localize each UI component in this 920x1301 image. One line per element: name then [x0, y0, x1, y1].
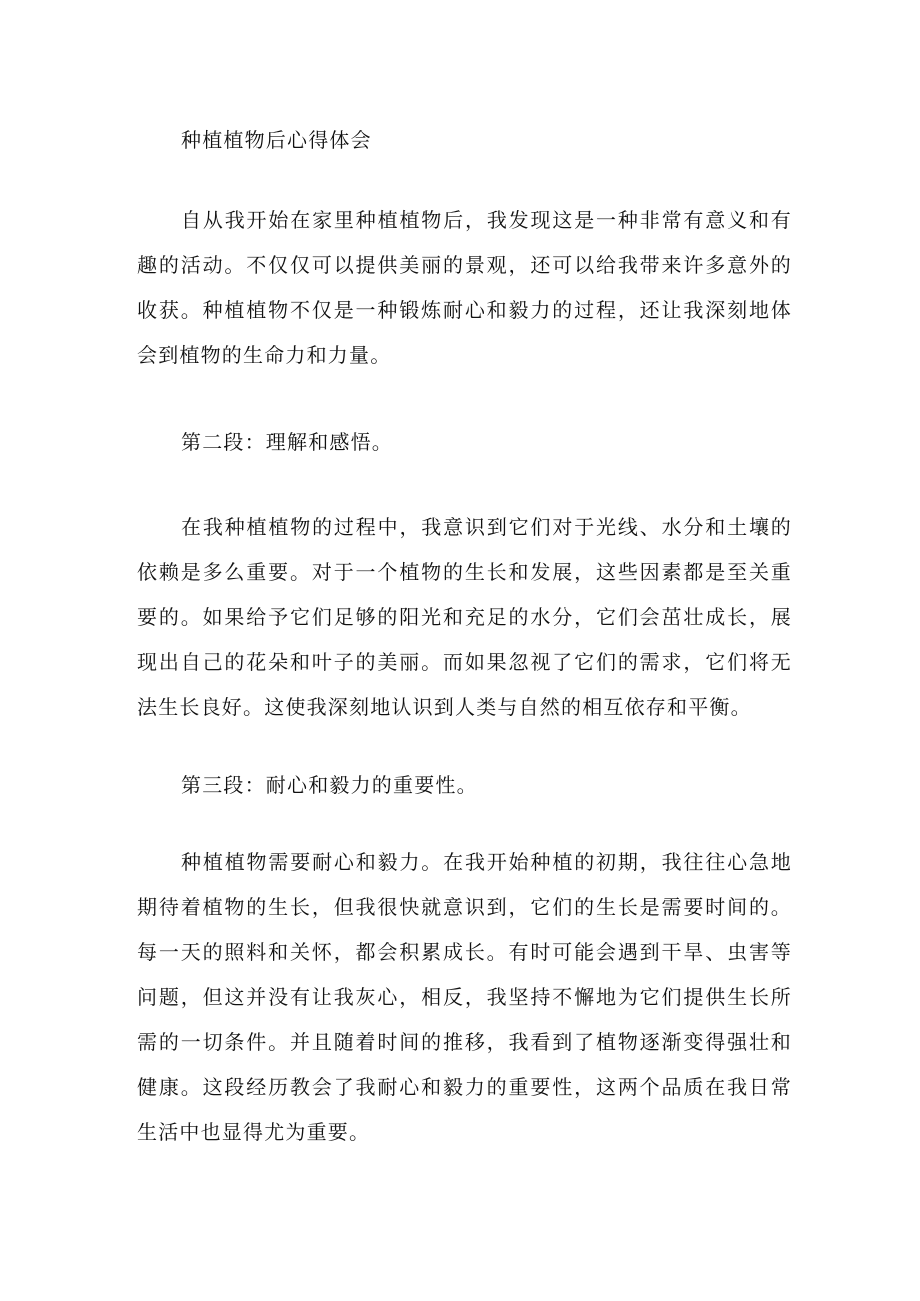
section-heading-patience: 第三段：耐心和毅力的重要性。: [181, 773, 478, 797]
paragraph-patience: 种植植物需要耐心和毅力。在我开始种植的初期，我往往心急地期待着植物的生长，但我很快就意识到，它们的生长是需要时间的。每一天的照料和关怀，都会积累成长。有时可能会遇到干旱、虫害等问题，但这并没有让我灰心，相反，我坚持不懈地为它们提供生长所需的一切条件。并且随着时间的推移，我看到了植物逐渐变得强壮和健康。这段经历教会了我耐心和毅力的重要性，这两个品质在我日常生活中也显得尤为重要。: [137, 850, 792, 1144]
paragraph-intro: 自从我开始在家里种植植物后，我发现这是一种非常有意义和有趣的活动。不仅仅可以提供美丽的景观，还可以给我带来许多意外的收获。种植植物不仅是一种锻炼耐心和毅力的过程，还让我深刻地体会到植物的生命力和力量。: [137, 208, 792, 367]
paragraph-understanding: 在我种植植物的过程中，我意识到它们对于光线、水分和土壤的依赖是多么重要。对于一个植物的生长和发展，这些因素都是至关重要的。如果给予它们足够的阳光和充足的水分，它们会茁壮成长，展现出自己的花朵和叶子的美丽。而如果忽视了它们的需求，它们将无法生长良好。这使我深刻地认识到人类与自然的相互依存和平衡。: [137, 515, 792, 719]
section-heading-understanding: 第二段：理解和感悟。: [181, 430, 393, 454]
document-title: 种植植物后心得体会: [181, 128, 372, 152]
